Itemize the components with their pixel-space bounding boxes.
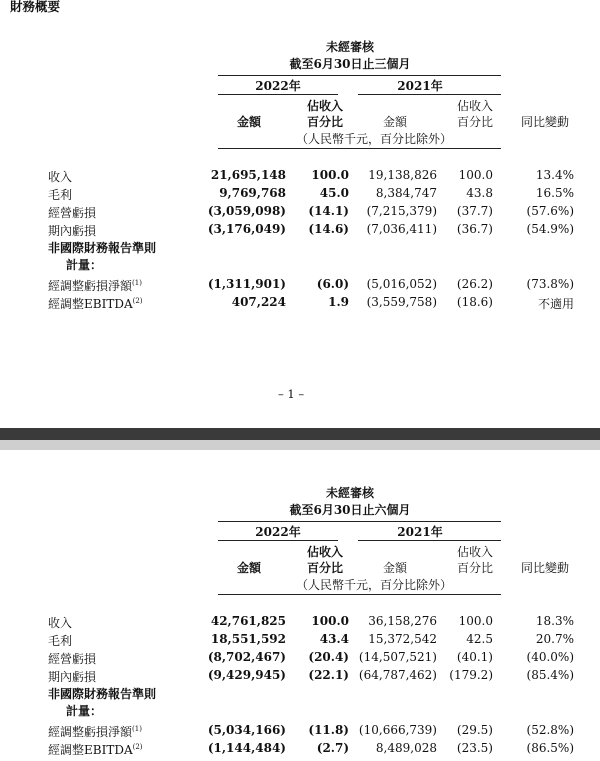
adjusted-row-label	[48, 741, 143, 758]
year-2022-rule	[218, 540, 338, 541]
amount-2022: 42,761,825	[210, 614, 286, 628]
pct-2021: (36.7)	[456, 222, 493, 236]
amount-2021: 8,489,028	[375, 741, 437, 755]
non-ifrs-heading: 非國際財務報告準則	[48, 241, 157, 255]
pct-2022: (6.0)	[316, 277, 349, 291]
header-rule	[218, 148, 501, 149]
pct-2021: (40.1)	[456, 650, 493, 664]
adjusted-row-label	[48, 723, 142, 740]
page-number: – 1 –	[278, 387, 305, 401]
pct-2022: (14.1)	[308, 204, 349, 218]
header-rule	[218, 594, 501, 595]
adjusted-row-label-text: 經調整虧損淨額	[48, 725, 133, 739]
amount-2021: (7,215,379)	[366, 204, 437, 218]
units-note: （人民幣千元，百分比除外）	[296, 132, 453, 146]
year-2022-rule	[218, 94, 338, 95]
amount-2022: (1,311,901)	[207, 277, 286, 291]
non-ifrs-heading-line2: 計量：	[66, 258, 103, 272]
pct-2022: (2.7)	[316, 741, 349, 755]
pct-header-2021-line2: 百分比	[456, 115, 493, 129]
row-label: 經營虧損	[48, 206, 97, 220]
pct-2021: (18.6)	[456, 295, 493, 309]
units-note: （人民幣千元，百分比除外）	[296, 578, 453, 592]
amount-2022: (3,059,098)	[207, 204, 286, 218]
pct-header-2022: 佔收入	[306, 99, 343, 113]
pct-header-2021: 佔收入	[456, 99, 493, 113]
pct-2022: 45.0	[319, 186, 349, 200]
pct-2021: (23.5)	[456, 741, 493, 755]
amount-2022: (9,429,945)	[207, 668, 286, 682]
amount-2022: (3,176,049)	[207, 222, 286, 236]
yoy-header: 同比變動	[520, 561, 569, 575]
amount-2021: 15,372,542	[368, 632, 437, 646]
table-title: 未經審核	[325, 486, 374, 500]
section-heading: 財務概要	[10, 0, 61, 14]
pct-2022: 100.0	[311, 614, 349, 628]
table-period: 截至6月30日止六個月	[289, 503, 411, 517]
amount-2022: (5,034,166)	[207, 723, 286, 737]
row-label: 毛利	[48, 188, 73, 202]
adjusted-row-label-text: 經調整EBITDA	[48, 743, 133, 757]
pct-2021: 43.8	[466, 186, 493, 200]
amount-2021: (10,666,739)	[358, 723, 437, 737]
amount-2022: 407,224	[231, 295, 286, 309]
amount-2021: (64,787,462)	[358, 668, 437, 682]
pct-2021: 100.0	[458, 168, 493, 182]
title-rule	[218, 75, 501, 76]
yoy-change: 不適用	[537, 297, 574, 311]
year-2021-rule	[358, 540, 501, 541]
amount-2021: (3,559,758)	[366, 295, 437, 309]
pct-2022: (11.8)	[308, 723, 349, 737]
yoy-change: 16.5%	[535, 186, 574, 200]
pct-header-2021-line2: 百分比	[456, 561, 493, 575]
non-ifrs-heading: 非國際財務報告準則	[48, 687, 157, 701]
pct-2021: (37.7)	[456, 204, 493, 218]
yoy-change: (40.0%)	[526, 650, 574, 664]
amount-2021: 19,138,826	[368, 168, 437, 182]
amount-2021: (14,507,521)	[358, 650, 437, 664]
adjusted-row-label	[48, 277, 142, 294]
footnote-marker: (1)	[132, 279, 142, 287]
adjusted-row-label	[48, 295, 143, 312]
pct-2022: 1.9	[328, 295, 349, 309]
yoy-header: 同比變動	[520, 115, 569, 129]
pct-2022: 43.4	[319, 632, 349, 646]
yoy-change: 13.4%	[535, 168, 574, 182]
year-2021-header: 2021年	[397, 79, 443, 93]
page-break	[0, 428, 600, 440]
yoy-change: (86.5%)	[526, 741, 574, 755]
pct-header-2021: 佔收入	[456, 545, 493, 559]
table-period: 截至6月30日止三個月	[289, 57, 411, 71]
yoy-change: (52.8%)	[526, 723, 574, 737]
yoy-change: (54.9%)	[526, 222, 574, 236]
amount-header-2021: 金額	[382, 115, 407, 129]
pct-2021: (29.5)	[456, 723, 493, 737]
pct-2021: (179.2)	[449, 668, 493, 682]
amount-2022: 21,695,148	[210, 168, 286, 182]
pct-2022: (14.6)	[308, 222, 349, 236]
amount-2022: 18,551,592	[210, 632, 286, 646]
row-label: 期內虧損	[48, 670, 97, 684]
amount-header-2022: 金額	[236, 115, 261, 129]
amount-2021: (5,016,052)	[366, 277, 437, 291]
pct-header-2022-line2: 百分比	[306, 561, 343, 575]
adjusted-row-label-text: 經調整虧損淨額	[48, 279, 133, 293]
row-label: 經營虧損	[48, 652, 97, 666]
year-2022-header: 2022年	[255, 525, 301, 539]
year-2021-header: 2021年	[397, 525, 443, 539]
pct-2021: 100.0	[458, 614, 493, 628]
yoy-change: 18.3%	[535, 614, 574, 628]
yoy-change: 20.7%	[535, 632, 574, 646]
pct-2022: 100.0	[311, 168, 349, 182]
page-break-shadow	[0, 440, 600, 450]
row-label: 收入	[48, 170, 73, 184]
pct-2021: 42.5	[466, 632, 493, 646]
footnote-marker: (2)	[132, 297, 143, 305]
amount-header-2022: 金額	[236, 561, 261, 575]
yoy-change: (85.4%)	[526, 668, 574, 682]
pct-2022: (22.1)	[308, 668, 349, 682]
title-rule	[218, 521, 501, 522]
pct-2022: (20.4)	[308, 650, 349, 664]
table-title: 未經審核	[325, 40, 374, 54]
amount-2021: 8,384,747	[375, 186, 437, 200]
row-label: 毛利	[48, 634, 73, 648]
pct-2021: (26.2)	[456, 277, 493, 291]
non-ifrs-heading-line2: 計量：	[66, 704, 103, 718]
pct-header-2022: 佔收入	[306, 545, 343, 559]
pct-header-2022-line2: 百分比	[306, 115, 343, 129]
amount-2021: (7,036,411)	[366, 222, 437, 236]
amount-2022: (1,144,484)	[207, 741, 286, 755]
adjusted-row-label-text: 經調整EBITDA	[48, 297, 133, 311]
row-label: 收入	[48, 616, 73, 630]
row-label: 期內虧損	[48, 224, 97, 238]
page-bottom	[0, 450, 600, 761]
year-2022-header: 2022年	[255, 79, 301, 93]
year-2021-rule	[358, 94, 501, 95]
amount-2022: 9,769,768	[219, 186, 286, 200]
yoy-change: (73.8%)	[526, 277, 574, 291]
amount-header-2021: 金額	[382, 561, 407, 575]
amount-2022: (8,702,467)	[207, 650, 286, 664]
footnote-marker: (2)	[132, 743, 143, 751]
footnote-marker: (1)	[132, 725, 142, 733]
amount-2021: 36,158,276	[368, 614, 437, 628]
yoy-change: (57.6%)	[526, 204, 574, 218]
